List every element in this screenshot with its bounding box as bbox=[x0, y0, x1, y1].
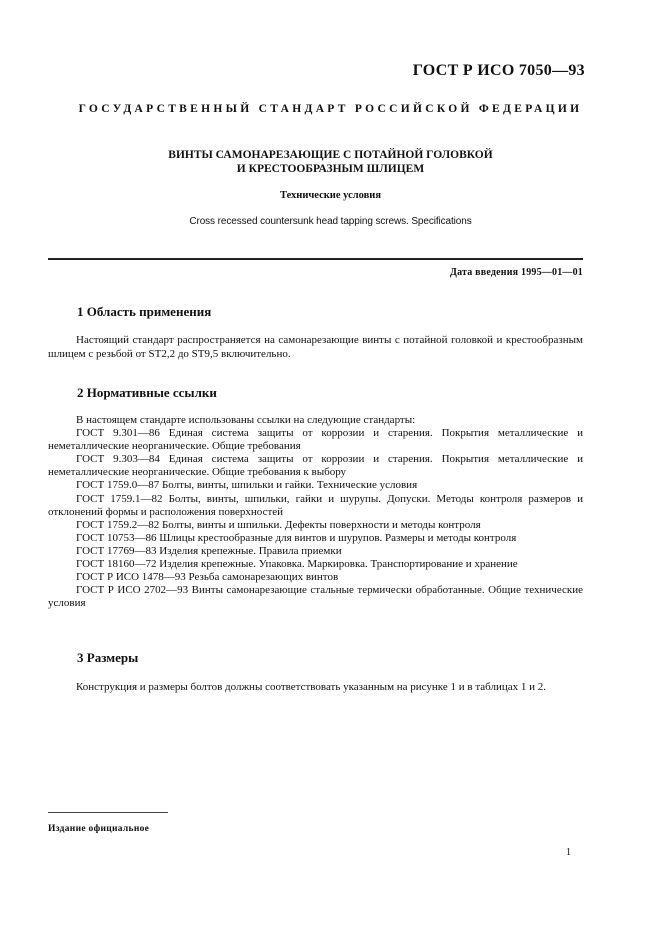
section-3-heading: 3 Размеры bbox=[77, 650, 139, 665]
reference-item: ГОСТ Р ИСО 1478—93 Резьба самонарезающих винтов bbox=[76, 571, 339, 584]
reference-item: ГОСТ 10753—86 Шлицы крестообразные для винтов и шурупов. Размеры и методы контроля bbox=[76, 531, 517, 544]
footer-divider bbox=[48, 812, 168, 813]
document-title bbox=[0, 148, 661, 176]
title-line-1: ВИНТЫ САМОНАРЕЗАЮЩИЕ С ПОТАЙНОЙ ГОЛОВКОЙ bbox=[168, 149, 493, 161]
references-intro: В настоящем стандарте использованы ссылки на следующие стандарты: bbox=[76, 414, 416, 426]
state-standard-heading: ГОСУДАРСТВЕННЫЙ СТАНДАРТ РОССИЙСКОЙ ФЕДЕРАЦИИ bbox=[78, 103, 583, 115]
section-3-text bbox=[48, 680, 583, 694]
section-1-heading: 1 Область применения bbox=[77, 304, 212, 319]
reference-item: ГОСТ 1759.1—82 Болты, винты, шпильки, гайки и шурупы. Допуски. Методы контроля размеров и отклонений формы и расположения поверхностей bbox=[48, 492, 583, 518]
introduction-date: Дата введения 1995—01—01 bbox=[450, 267, 583, 278]
references-list bbox=[48, 414, 583, 610]
top-divider bbox=[48, 258, 583, 260]
reference-item: ГОСТ 9.301—86 Единая система защиты от коррозии и старения. Покрытия металлические и неметаллические неорганические. Общие требования bbox=[48, 427, 583, 453]
reference-item: ГОСТ Р ИСО 2702—93 Винты самонарезающие стальные термически обработанные. Общие технические условия bbox=[48, 584, 583, 610]
edition-label: Издание официальное bbox=[48, 824, 150, 834]
page-number: 1 bbox=[566, 847, 571, 858]
english-title: Cross recessed countersunk head tapping screws. Specifications bbox=[189, 216, 472, 227]
reference-item: ГОСТ 1759.2—82 Болты, винты и шпильки. Дефекты поверхности и методы контроля bbox=[76, 518, 481, 531]
reference-item: ГОСТ 18160—72 Изделия крепежные. Упаковка. Маркировка. Транспортирование и хранение bbox=[76, 558, 518, 571]
section-2-heading: 2 Нормативные ссылки bbox=[77, 385, 217, 400]
document-subtitle: Технические условия bbox=[279, 190, 382, 201]
reference-item: ГОСТ 17769—83 Изделия крепежные. Правила приемки bbox=[76, 544, 342, 557]
section-1-body: Настоящий стандарт распространяется на самонарезающие винты с потайной головкой и крестообразным шлицем с резьбой от ST2,2 до ST9,5 включительно. bbox=[48, 334, 583, 360]
section-1-text bbox=[48, 333, 583, 361]
gost-number: ГОСТ Р ИСО 7050—93 bbox=[412, 62, 585, 79]
title-line-2: И КРЕСТООБРАЗНЫМ ШЛИЦЕМ bbox=[236, 163, 425, 175]
section-3-body: Конструкция и размеры болтов должны соответствовать указанным на рисунке 1 и в таблицах 1 и 2. bbox=[76, 681, 547, 693]
reference-item: ГОСТ 9.303—84 Единая система защиты от коррозии и старения. Покрытия металлические и неметаллические неорганические. Общие требования к выбору bbox=[48, 453, 583, 479]
reference-item: ГОСТ 1759.0—87 Болты, винты, шпильки и гайки. Технические условия bbox=[76, 479, 418, 492]
